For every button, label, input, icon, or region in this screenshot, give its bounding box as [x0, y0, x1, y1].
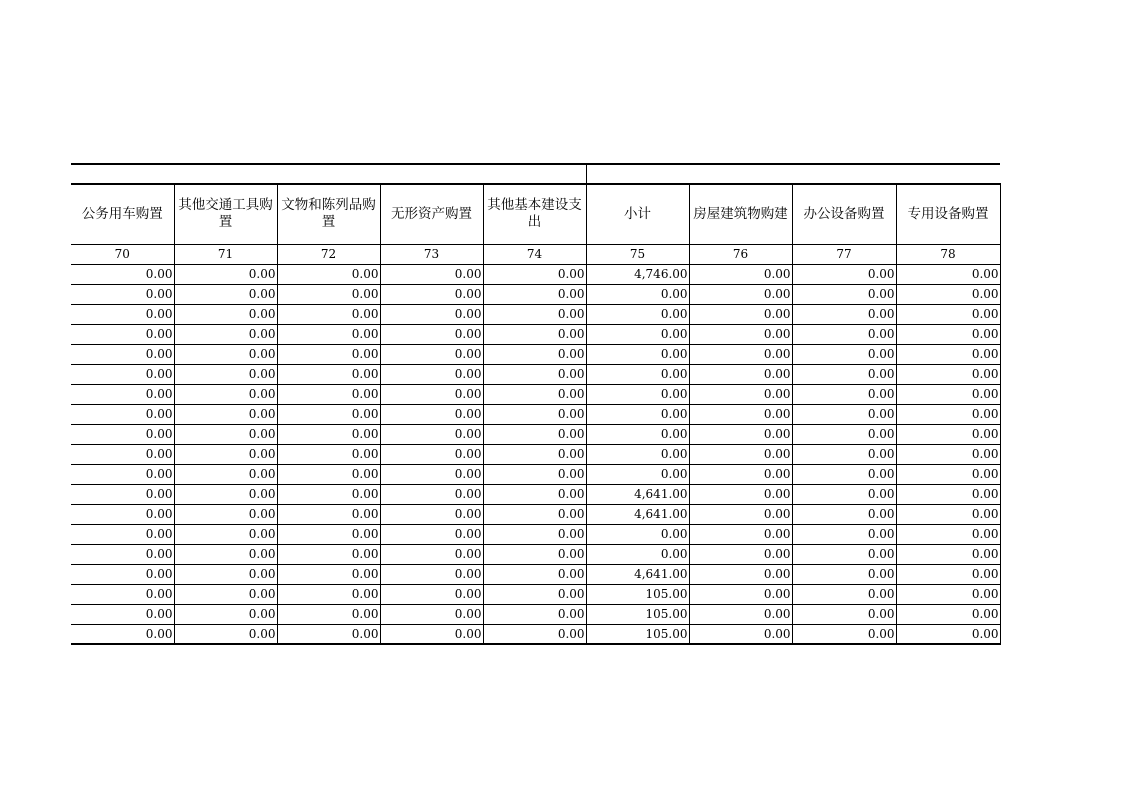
table-cell: 0.00: [586, 344, 689, 364]
table-cell: 0.00: [277, 564, 380, 584]
table-cell: 0.00: [689, 524, 792, 544]
table-row: [71, 284, 1000, 304]
table-cell: 0.00: [380, 344, 483, 364]
column-index: 73: [380, 244, 483, 264]
table-cell: 0.00: [71, 564, 174, 584]
table-row: [71, 264, 1000, 284]
table-cell: 0.00: [71, 604, 174, 624]
table-cell: 0.00: [277, 544, 380, 564]
table-cell: 0.00: [792, 584, 896, 604]
table-row: [71, 384, 1000, 404]
table-cell: 0.00: [896, 524, 1000, 544]
table-cell: 0.00: [792, 324, 896, 344]
column-group-row: [71, 164, 1000, 184]
table-cell: 0.00: [71, 584, 174, 604]
table-cell: 0.00: [792, 304, 896, 324]
table-cell: 0.00: [277, 344, 380, 364]
table-cell: 0.00: [277, 424, 380, 444]
table-cell: 0.00: [277, 404, 380, 424]
table-cell: 0.00: [689, 584, 792, 604]
table-cell: 0.00: [483, 604, 586, 624]
table-cell: 0.00: [174, 344, 277, 364]
table-cell: 0.00: [174, 424, 277, 444]
table-cell: 0.00: [174, 484, 277, 504]
table-row: [71, 444, 1000, 464]
table-cell: 4,641.00: [586, 504, 689, 524]
column-index: 71: [174, 244, 277, 264]
table-cell: 0.00: [896, 344, 1000, 364]
table-cell: 0.00: [483, 564, 586, 584]
table-row: [71, 424, 1000, 444]
table-cell: 0.00: [896, 464, 1000, 484]
table-cell: 0.00: [71, 284, 174, 304]
table-cell: 0.00: [689, 284, 792, 304]
table-cell: 0.00: [896, 484, 1000, 504]
column-header: 其他基本建设支出: [483, 184, 586, 244]
expenditure-table: [71, 163, 1001, 645]
table-cell: 0.00: [277, 504, 380, 524]
column-group-right: [586, 164, 1000, 184]
table-cell: 0.00: [689, 544, 792, 564]
spreadsheet-page: [71, 163, 1000, 645]
table-cell: 0.00: [792, 564, 896, 584]
table-cell: 0.00: [71, 264, 174, 284]
table-row: [71, 604, 1000, 624]
table-cell: 0.00: [71, 304, 174, 324]
column-index: 75: [586, 244, 689, 264]
table-cell: 0.00: [689, 444, 792, 464]
table-cell: 0.00: [896, 584, 1000, 604]
table-cell: 0.00: [483, 624, 586, 644]
table-cell: 0.00: [689, 564, 792, 584]
table-cell: 0.00: [380, 504, 483, 524]
table-cell: 0.00: [792, 604, 896, 624]
table-cell: 0.00: [174, 444, 277, 464]
table-cell: 0.00: [277, 464, 380, 484]
table-cell: 0.00: [380, 424, 483, 444]
table-cell: 0.00: [896, 264, 1000, 284]
table-cell: 0.00: [483, 304, 586, 324]
table-cell: 0.00: [380, 304, 483, 324]
table-row: [71, 504, 1000, 524]
column-header: 无形资产购置: [380, 184, 483, 244]
table-cell: 0.00: [174, 364, 277, 384]
table-cell: 0.00: [71, 324, 174, 344]
table-cell: 0.00: [586, 404, 689, 424]
table-cell: 0.00: [174, 384, 277, 404]
table-cell: 0.00: [483, 544, 586, 564]
table-cell: 0.00: [586, 524, 689, 544]
table-cell: 0.00: [896, 564, 1000, 584]
table-cell: 0.00: [896, 404, 1000, 424]
table-cell: 0.00: [483, 384, 586, 404]
table-cell: 0.00: [586, 364, 689, 384]
table-cell: 4,641.00: [586, 484, 689, 504]
table-cell: 0.00: [71, 344, 174, 364]
column-index: 76: [689, 244, 792, 264]
table-cell: 0.00: [277, 304, 380, 324]
table-cell: 0.00: [896, 284, 1000, 304]
table-cell: 0.00: [689, 304, 792, 324]
table-row: [71, 364, 1000, 384]
table-cell: 0.00: [792, 424, 896, 444]
table-cell: 0.00: [896, 544, 1000, 564]
table-cell: 0.00: [896, 324, 1000, 344]
table-cell: 0.00: [380, 284, 483, 304]
table-cell: 105.00: [586, 604, 689, 624]
table-cell: 0.00: [483, 484, 586, 504]
table-cell: 0.00: [174, 324, 277, 344]
column-index: 77: [792, 244, 896, 264]
table-row: [71, 344, 1000, 364]
table-cell: 0.00: [689, 404, 792, 424]
table-cell: 0.00: [483, 524, 586, 544]
table-cell: 0.00: [792, 544, 896, 564]
table-cell: 0.00: [380, 524, 483, 544]
table-cell: 0.00: [174, 604, 277, 624]
table-cell: 0.00: [483, 284, 586, 304]
table-cell: 0.00: [277, 584, 380, 604]
table-cell: 0.00: [483, 324, 586, 344]
table-cell: 0.00: [689, 264, 792, 284]
table-cell: 0.00: [483, 584, 586, 604]
table-cell: 0.00: [689, 484, 792, 504]
table-cell: 105.00: [586, 624, 689, 644]
table-cell: 0.00: [380, 544, 483, 564]
table-cell: 0.00: [586, 464, 689, 484]
table-row: [71, 304, 1000, 324]
table-row: [71, 584, 1000, 604]
column-index: 72: [277, 244, 380, 264]
table-cell: 0.00: [380, 264, 483, 284]
table-cell: 0.00: [689, 464, 792, 484]
column-header: 小计: [586, 184, 689, 244]
column-header: 房屋建筑物购建: [689, 184, 792, 244]
table-cell: 0.00: [174, 264, 277, 284]
table-cell: 0.00: [792, 284, 896, 304]
column-header: 专用设备购置: [896, 184, 1000, 244]
table-cell: 0.00: [896, 424, 1000, 444]
table-cell: 0.00: [380, 584, 483, 604]
table-cell: 0.00: [689, 384, 792, 404]
table-cell: 0.00: [483, 344, 586, 364]
table-cell: 0.00: [586, 304, 689, 324]
table-cell: 0.00: [792, 444, 896, 464]
table-cell: 0.00: [174, 304, 277, 324]
column-index: 78: [896, 244, 1000, 264]
table-cell: 0.00: [174, 564, 277, 584]
table-cell: 0.00: [689, 604, 792, 624]
table-cell: 0.00: [380, 604, 483, 624]
table-cell: 0.00: [792, 384, 896, 404]
table-cell: 0.00: [277, 384, 380, 404]
table-row: [71, 484, 1000, 504]
table-cell: 0.00: [277, 324, 380, 344]
table-cell: 0.00: [380, 464, 483, 484]
table-cell: 0.00: [277, 364, 380, 384]
table-cell: 0.00: [792, 264, 896, 284]
table-cell: 0.00: [380, 404, 483, 424]
table-cell: 0.00: [71, 404, 174, 424]
table-cell: 4,746.00: [586, 264, 689, 284]
table-row: [71, 404, 1000, 424]
table-cell: 0.00: [277, 284, 380, 304]
column-header: 公务用车购置: [71, 184, 174, 244]
table-cell: 0.00: [483, 424, 586, 444]
table-cell: 0.00: [71, 544, 174, 564]
table-row: [71, 524, 1000, 544]
table-cell: 0.00: [380, 324, 483, 344]
table-row: [71, 464, 1000, 484]
table-cell: 0.00: [586, 384, 689, 404]
table-cell: 0.00: [792, 484, 896, 504]
table-cell: 0.00: [483, 444, 586, 464]
table-cell: 0.00: [174, 504, 277, 524]
table-cell: 0.00: [174, 404, 277, 424]
table-cell: 0.00: [277, 524, 380, 544]
table-cell: 0.00: [380, 564, 483, 584]
table-row: [71, 624, 1000, 644]
table-row: [71, 324, 1000, 344]
table-cell: 0.00: [792, 404, 896, 424]
table-cell: 0.00: [71, 484, 174, 504]
column-group-left: [71, 164, 586, 184]
table-cell: 0.00: [483, 404, 586, 424]
table-cell: 0.00: [896, 384, 1000, 404]
table-cell: 0.00: [174, 284, 277, 304]
table-cell: 0.00: [277, 604, 380, 624]
table-cell: 0.00: [71, 624, 174, 644]
table-cell: 0.00: [71, 424, 174, 444]
table-cell: 0.00: [483, 264, 586, 284]
table-cell: 0.00: [896, 444, 1000, 464]
table-cell: 0.00: [896, 604, 1000, 624]
table-cell: 0.00: [896, 364, 1000, 384]
table-cell: 0.00: [689, 324, 792, 344]
table-cell: 0.00: [586, 324, 689, 344]
column-index: 70: [71, 244, 174, 264]
table-cell: 0.00: [277, 444, 380, 464]
header-row: [71, 184, 1000, 244]
table-cell: 0.00: [689, 424, 792, 444]
table-cell: 0.00: [792, 524, 896, 544]
table-cell: 0.00: [174, 544, 277, 564]
table-cell: 0.00: [896, 504, 1000, 524]
table-cell: 0.00: [71, 524, 174, 544]
table-cell: 0.00: [689, 344, 792, 364]
table-row: [71, 544, 1000, 564]
table-row: [71, 564, 1000, 584]
table-cell: 0.00: [380, 384, 483, 404]
column-header: 文物和陈列品购置: [277, 184, 380, 244]
table-cell: 0.00: [689, 504, 792, 524]
table-cell: 0.00: [71, 444, 174, 464]
table-cell: 0.00: [174, 584, 277, 604]
table-cell: 0.00: [792, 464, 896, 484]
table-cell: 0.00: [896, 304, 1000, 324]
table-cell: 0.00: [71, 464, 174, 484]
table-cell: 0.00: [896, 624, 1000, 644]
table-cell: 0.00: [277, 624, 380, 644]
column-index: 74: [483, 244, 586, 264]
table-cell: 0.00: [277, 264, 380, 284]
table-cell: 0.00: [483, 464, 586, 484]
column-header: 办公设备购置: [792, 184, 896, 244]
table-cell: 0.00: [277, 484, 380, 504]
table-cell: 0.00: [380, 484, 483, 504]
table-cell: 0.00: [483, 364, 586, 384]
table-cell: 105.00: [586, 584, 689, 604]
table-cell: 0.00: [792, 364, 896, 384]
table-cell: 0.00: [586, 544, 689, 564]
table-cell: 0.00: [380, 444, 483, 464]
table-cell: 0.00: [586, 444, 689, 464]
table-cell: 0.00: [586, 284, 689, 304]
table-cell: 0.00: [792, 624, 896, 644]
table-cell: 0.00: [689, 624, 792, 644]
table-cell: 0.00: [586, 424, 689, 444]
table-cell: 0.00: [483, 504, 586, 524]
table-cell: 0.00: [380, 364, 483, 384]
table-cell: 0.00: [792, 344, 896, 364]
table-cell: 0.00: [174, 524, 277, 544]
column-header: 其他交通工具购置: [174, 184, 277, 244]
table-cell: 4,641.00: [586, 564, 689, 584]
column-index-row: [71, 244, 1000, 264]
table-cell: 0.00: [71, 384, 174, 404]
table-cell: 0.00: [174, 464, 277, 484]
table-cell: 0.00: [71, 364, 174, 384]
table-cell: 0.00: [71, 504, 174, 524]
table-cell: 0.00: [174, 624, 277, 644]
table-cell: 0.00: [792, 504, 896, 524]
table-cell: 0.00: [689, 364, 792, 384]
table-cell: 0.00: [380, 624, 483, 644]
